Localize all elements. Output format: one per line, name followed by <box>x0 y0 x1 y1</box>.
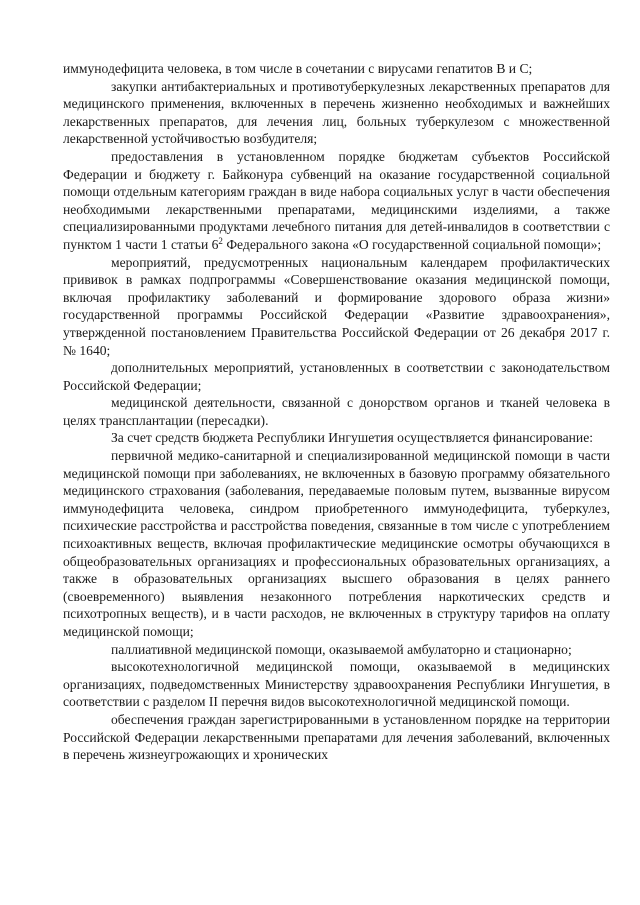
superscript: 2 <box>218 235 223 246</box>
paragraph-7: За счет средств бюджета Республики Ингушетия осуществляется финансирование: <box>111 430 594 446</box>
paragraph-5: дополнительных мероприятий, установленных в соответствии с законодательством Российской Федерации; <box>63 360 610 393</box>
paragraph-8: первичной медико-санитарной и специализированной медицинской помощи в части медицинской помощи при заболеваниях, не включенных в базовую программу обязательного медицинского страхования (заболевания, передаваемые половым путем, вызванные вирусом иммунодефицита человека, синдром приобретенного иммунодефицита, туберкулез, психические расстройства и расстройства поведения, связанные в том числе с употреблением психоактивных веществ, включая профилактические медицинские осмотры обучающихся в общеобразовательных организациях и профессиональных образовательных организациях, а также в образовательных организациях высшего образования в целях раннего (своевременного) выявления незаконного потребления наркотических средств и психотропных веществ), и в части расходов, не включенных в структуру тарифов на оплату медицинской помощи; <box>63 448 610 639</box>
paragraph-1: иммунодефицита человека, в том числе в сочетании с вирусами гепатитов B и C; <box>63 61 533 76</box>
paragraph-11: обеспечения граждан зарегистрированными в установленном порядке на территории Российской Федерации лекарственными препаратами для лечения заболеваний, включенных в перечень жизнеугрожающих и хронических <box>63 711 610 763</box>
paragraph-3-text-end: Федерального закона «О государственной социальной помощи»; <box>222 236 602 252</box>
paragraph-4: мероприятий, предусмотренных национальным календарем профилактических прививок в рамках подпрограммы «Совершенствование оказания медицинской помощи, включая профилактику заболеваний и формирование здорового образа жизни» государственной программы Российской Федерации «Развитие здравоохранения», утвержденной постановлением Правительства Российской Федерации от 26 декабря 2017 г. № 1640; <box>63 254 610 358</box>
paragraph-3 <box>63 148 610 254</box>
document-body <box>63 60 610 764</box>
paragraph-10: высокотехнологичной медицинской помощи, оказываемой в медицинских организациях, подведомственных Министерству здравоохранения Республики Ингушетия, в соответствии с разделом II перечня видов высокотехнологичной медицинской помощи. <box>63 659 610 710</box>
paragraph-2: закупки антибактериальных и противотуберкулезных лекарственных препаратов для медицинского применения, включенных в перечень жизненно необходимых и важнейших лекарственных препаратов, для лечения лиц, больных туберкулезом с множественной лекарственной устойчивостью возбудителя; <box>63 78 610 147</box>
paragraph-6: медицинской деятельности, связанной с донорством органов и тканей человека в целях трансплантации (пересадки). <box>63 395 610 428</box>
paragraph-9: паллиативной медицинской помощи, оказываемой амбулаторно и стационарно; <box>111 641 572 657</box>
paragraph-3-text: предоставления в установленном порядке бюджетам субъектов Российской Федерации и бюджету г. Байконура субвенций на оказание государственной социальной помощи отдельным категориям граждан в виде набора социальных услуг в части обеспечения необходимыми лекарственными препаратами, медицинскими изделиями, а также специализированными продуктами лечебного питания для детей-инвалидов в соответствии с пунктом 1 части 1 статьи 6 <box>63 148 610 252</box>
